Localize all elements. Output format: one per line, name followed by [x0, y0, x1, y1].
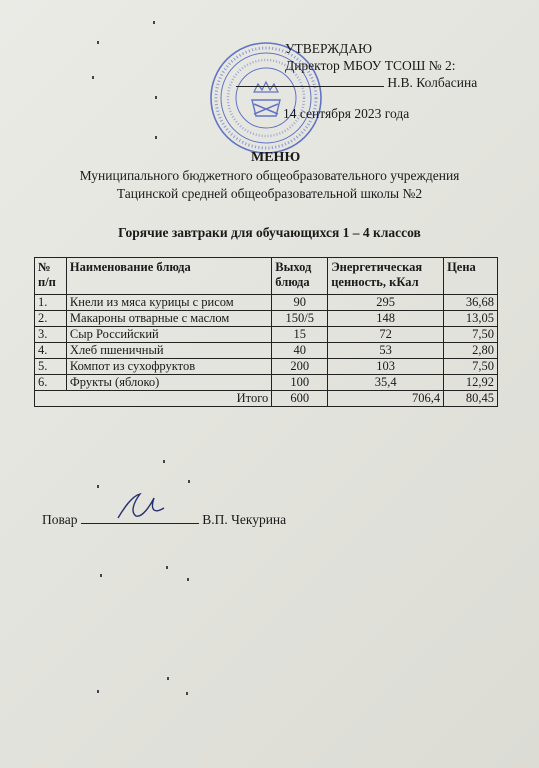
row-yield: 15	[272, 327, 328, 343]
row-energy: 295	[328, 295, 444, 311]
row-price: 12,92	[444, 375, 498, 391]
total-energy: 706,4	[328, 391, 444, 407]
paper-mark	[92, 76, 94, 79]
table-row	[35, 327, 498, 343]
table-row	[35, 343, 498, 359]
row-num: 1.	[35, 295, 67, 311]
row-dish-name: Хлеб пшеничный	[66, 343, 271, 359]
director-position: Директор МБОУ ТСОШ № 2:	[285, 58, 456, 73]
paper-mark	[153, 21, 155, 24]
paper-mark	[166, 566, 168, 569]
signature-underline	[236, 74, 384, 87]
header-energy: Энергетическая ценность, кКал	[328, 258, 444, 295]
table-row	[35, 295, 498, 311]
paper-mark	[100, 574, 102, 577]
header-dish-name: Наименование блюда	[66, 258, 271, 295]
paper-mark	[97, 690, 99, 693]
paper-mark	[167, 677, 169, 680]
row-num: 6.	[35, 375, 67, 391]
paper-mark	[155, 96, 157, 99]
organization-line-1: Муниципального бюджетного общеобразовательного учреждения	[79, 168, 460, 183]
cook-name: В.П. Чекурина	[202, 512, 287, 527]
row-dish-name: Фрукты (яблоко)	[66, 375, 271, 391]
header-num: № п/п	[35, 258, 67, 295]
row-yield: 100	[272, 375, 328, 391]
row-price: 36,68	[444, 295, 498, 311]
row-energy: 53	[328, 343, 444, 359]
row-yield: 200	[272, 359, 328, 375]
approval-date: 14 сентября 2023 года	[283, 106, 410, 121]
row-price: 2,80	[444, 343, 498, 359]
paper-mark	[97, 485, 99, 488]
row-price: 13,05	[444, 311, 498, 327]
paper-mark	[163, 460, 165, 463]
table-header-row	[35, 258, 498, 295]
paper-mark	[186, 692, 188, 695]
row-energy: 72	[328, 327, 444, 343]
approved-heading: УТВЕРЖДАЮ	[285, 41, 373, 56]
menu-table	[34, 257, 498, 407]
document-title: МЕНЮ	[251, 150, 301, 165]
cook-label: Повар	[42, 512, 78, 527]
header-price: Цена	[444, 258, 498, 295]
table-row	[35, 375, 498, 391]
total-price: 80,45	[444, 391, 498, 407]
paper-mark	[97, 41, 99, 44]
director-name: Н.В. Колбасина	[387, 75, 478, 90]
row-price: 7,50	[444, 359, 498, 375]
director-signature-line	[236, 74, 477, 91]
row-dish-name: Макароны отварные с маслом	[66, 311, 271, 327]
row-dish-name: Сыр Российский	[66, 327, 271, 343]
total-row	[35, 391, 498, 407]
paper-mark	[188, 480, 190, 483]
row-dish-name: Кнели из мяса курицы с рисом	[66, 295, 271, 311]
header-yield: Выход блюда	[272, 258, 328, 295]
row-num: 5.	[35, 359, 67, 375]
row-num: 4.	[35, 343, 67, 359]
organization-line-2: Тацинской средней общеобразовательной школы №2	[116, 186, 423, 201]
row-num: 2.	[35, 311, 67, 327]
table-row	[35, 311, 498, 327]
row-price: 7,50	[444, 327, 498, 343]
table-row	[35, 359, 498, 375]
row-energy: 148	[328, 311, 444, 327]
paper-mark	[155, 136, 157, 139]
row-num: 3.	[35, 327, 67, 343]
row-energy: 103	[328, 359, 444, 375]
menu-subtitle: Горячие завтраки для обучающихся 1 – 4 классов	[118, 225, 421, 240]
row-yield: 90	[272, 295, 328, 311]
total-yield: 600	[272, 391, 328, 407]
paper-mark	[187, 578, 189, 581]
handwritten-signature	[110, 488, 170, 524]
row-yield: 150/5	[272, 311, 328, 327]
total-label: Итого	[35, 391, 272, 407]
row-dish-name: Компот из сухофруктов	[66, 359, 271, 375]
row-energy: 35,4	[328, 375, 444, 391]
row-yield: 40	[272, 343, 328, 359]
